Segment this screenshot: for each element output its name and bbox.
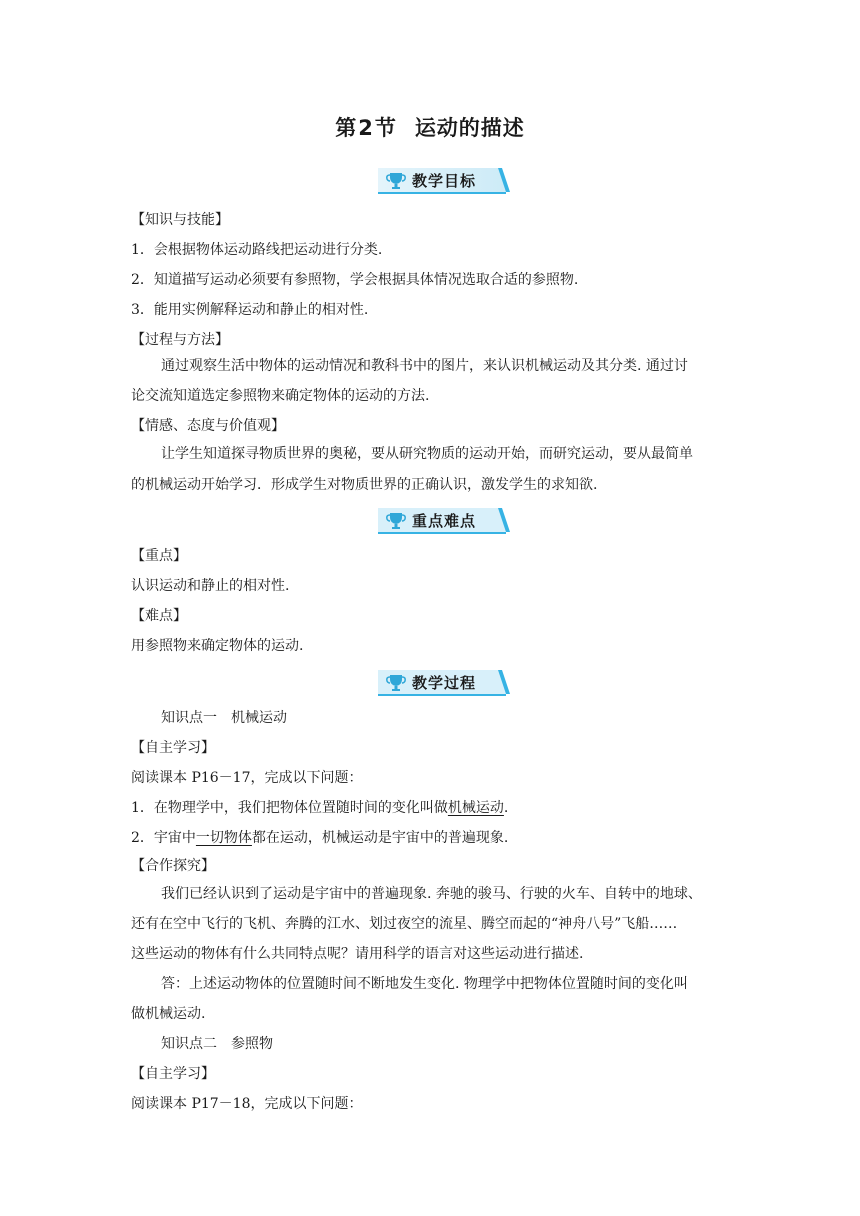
section-badge-goals — [378, 166, 512, 194]
self-study-heading-1: 【自主学习】 — [131, 740, 215, 756]
knowledge-item-3: 3．能用实例解释运动和静止的相对性. — [131, 302, 369, 318]
process-method-text-line1: 通过观察生活中物体的运动情况和教科书中的图片，来认识机械运动及其分类. 通过讨 — [161, 358, 688, 374]
title-suffix: 节 — [374, 116, 397, 140]
reading-instruction-1: 阅读课本 P16－17，完成以下问题： — [131, 770, 363, 786]
page-title — [0, 112, 860, 142]
badge-label-goals: 教学目标 — [412, 172, 477, 190]
question-2 — [131, 828, 731, 848]
knowledge-point-2-title: 知识点二 参照物 — [161, 1036, 273, 1052]
answer-text-line2: 做机械运动. — [131, 1006, 206, 1022]
badge-label-process: 教学过程 — [412, 674, 477, 692]
badge-label-keypoints: 重点难点 — [412, 512, 477, 530]
question-1-answer: 机械运动 — [447, 800, 504, 816]
question-1-text: 1．在物理学中，我们把物体位置随时间的变化叫做 — [131, 800, 448, 816]
knowledge-point-1-title: 知识点一 机械运动 — [161, 710, 287, 726]
section-badge-keypoints — [378, 506, 512, 534]
cooperation-text-line3: 这些运动的物体有什么共同特点呢？请用科学的语言对这些运动进行描述. — [131, 946, 584, 962]
self-study-heading-2: 【自主学习】 — [131, 1066, 215, 1082]
section-badge-process — [378, 668, 512, 696]
cooperation-text-line1: 我们已经认识到了运动是宇宙中的普遍现象. 奔驰的骏马、行驶的火车、自转中的地球、 — [161, 886, 702, 902]
question-2-answer: 一切物体 — [195, 830, 252, 846]
cooperation-text-line2: 还有在空中飞行的飞机、奔腾的江水、划过夜空的流星、腾空而起的“神舟八号”飞船…… — [131, 916, 678, 932]
knowledge-item-1: 1．会根据物体运动路线把运动进行分类. — [131, 242, 383, 258]
emotion-text-line2: 的机械运动开始学习．形成学生对物质世界的正确认识，激发学生的求知欲. — [131, 477, 598, 493]
key-heading: 【重点】 — [131, 548, 187, 564]
process-method-text-line2: 论交流知道选定参照物来确定物体的运动的方法. — [131, 388, 430, 404]
question-2-end: 都在运动，机械运动是宇宙中的普遍现象. — [251, 830, 509, 846]
question-2-text: 2．宇宙中 — [131, 830, 196, 846]
knowledge-heading: 【知识与技能】 — [131, 212, 229, 228]
process-method-heading: 【过程与方法】 — [131, 332, 229, 348]
difficulty-text: 用参照物来确定物体的运动. — [131, 638, 304, 654]
emotion-text-line1: 让学生知道探寻物质世界的奥秘，要从研究物质的运动开始，而研究运动，要从最简单 — [161, 446, 693, 462]
question-1 — [131, 798, 731, 818]
title-number: 2 — [358, 116, 374, 140]
question-1-end: . — [503, 800, 509, 816]
answer-text-line1: 答：上述运动物体的位置随时间不断地发生变化. 物理学中把物体位置随时间的变化叫 — [161, 976, 688, 992]
emotion-heading: 【情感、态度与价值观】 — [131, 418, 285, 434]
difficulty-heading: 【难点】 — [131, 608, 187, 624]
knowledge-item-2: 2．知道描写运动必须要有参照物，学会根据具体情况选取合适的参照物. — [131, 272, 579, 288]
key-text: 认识运动和静止的相对性. — [131, 578, 290, 594]
reading-instruction-2: 阅读课本 P17－18，完成以下问题： — [131, 1096, 363, 1112]
title-name: 运动的描述 — [414, 116, 525, 140]
title-prefix: 第 — [335, 116, 358, 140]
cooperation-heading: 【合作探究】 — [131, 858, 215, 874]
